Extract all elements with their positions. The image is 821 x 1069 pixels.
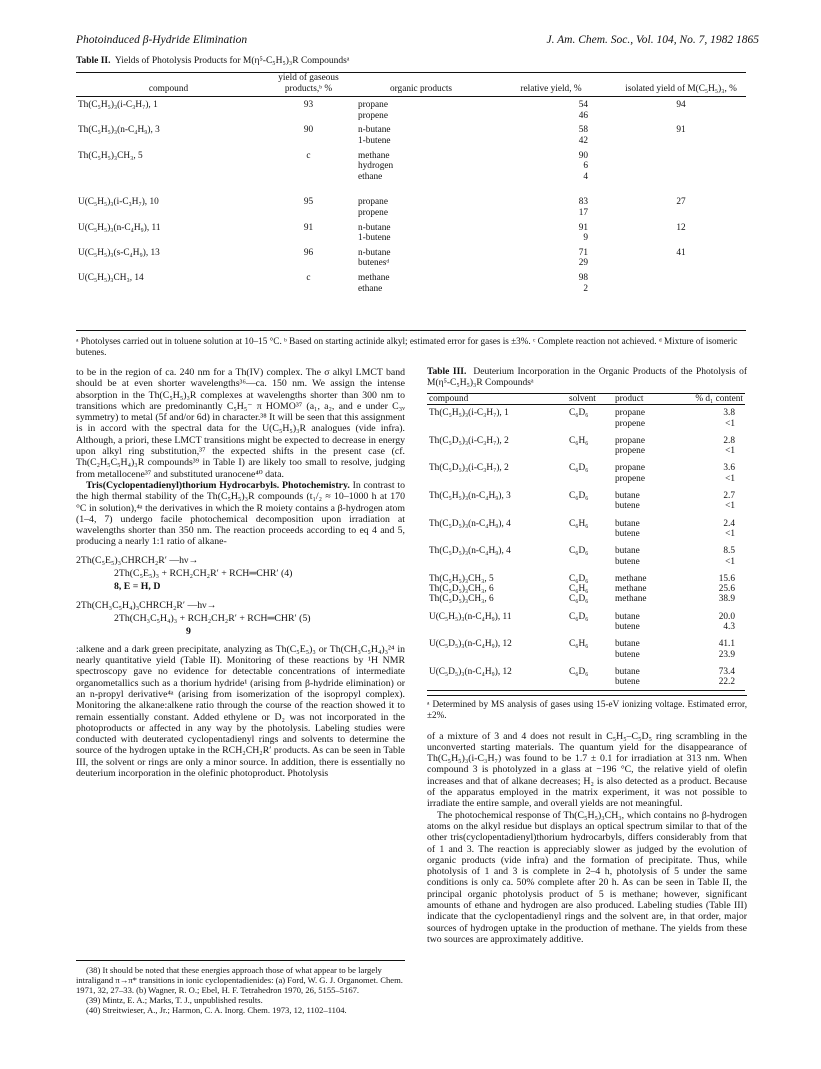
- d1-content-cell: <1: [725, 418, 735, 429]
- table-row: [427, 501, 745, 511]
- compound-cell: Th(C₅H₅)₃CH₃, 5: [78, 150, 143, 161]
- compound-cell: Th(C₅H₅)₃(i-C₃H₇), 1: [78, 100, 158, 111]
- product-cell: butane: [615, 491, 640, 502]
- left-column: [76, 367, 405, 779]
- table-row: [427, 436, 745, 446]
- product-cell: methane: [615, 584, 647, 595]
- solvent-cell: C₆D₆: [569, 666, 589, 677]
- compound-cell: [76, 172, 261, 183]
- product-cell: butene: [615, 649, 640, 660]
- equation-5: [76, 599, 405, 638]
- d1-content-cell: 8.5: [723, 546, 735, 557]
- gaseous-yield-cell: 91: [303, 222, 314, 233]
- t2-header-gaseous: yield of gaseous products,ᵇ %: [261, 73, 356, 97]
- gaseous-yield-cell: [261, 258, 356, 269]
- table-row: [76, 97, 746, 111]
- compound-cell: [427, 446, 567, 456]
- relative-yield-cell: 4: [583, 171, 588, 182]
- gaseous-yield-cell: [261, 233, 356, 244]
- table2-caption: [76, 56, 349, 66]
- relative-yield-cell: 6: [583, 161, 588, 172]
- d1-content-cell: <1: [725, 528, 735, 539]
- t2-header-isolated: isolated yield of M(C₅H₅)₃, %: [616, 73, 746, 97]
- table-row: [76, 136, 746, 147]
- solvent-cell: C₆D₆: [569, 463, 589, 474]
- journal-citation: J. Am. Chem. Soc., Vol. 104, No. 7, 1982 1865: [546, 34, 759, 46]
- eq5-line2: 2Th(CH₃C₅H₄)₃ + RCH₂CH₂R′ + RCH═CHR′ (5): [114, 612, 311, 624]
- table-row: [427, 405, 745, 419]
- isolated-yield-cell: [616, 273, 746, 284]
- isolated-yield-cell: [616, 161, 746, 172]
- gaseous-yield-cell: 95: [303, 197, 314, 208]
- relative-yield-cell: 90: [578, 150, 588, 161]
- isolated-yield-cell: 12: [676, 222, 686, 233]
- table3-title: Deuterium Incorporation in the Organic Products of the Photolysis of M(η⁵-C₅H₅)₃R Compoundsᵃ: [427, 367, 748, 388]
- table-row: [76, 151, 746, 162]
- product-cell: methane: [615, 573, 647, 584]
- d1-content-cell: 4.3: [723, 622, 735, 633]
- d1-content-cell: <1: [725, 446, 735, 457]
- gaseous-yield-cell: [261, 208, 356, 219]
- table-row: [427, 677, 745, 690]
- gaseous-yield-cell: [261, 172, 356, 183]
- d1-content-cell: 22.2: [675, 677, 745, 690]
- compound-cell: U(C₅H₅)₃(n-C₄H₉), 11: [429, 611, 512, 622]
- solvent-cell: [567, 474, 613, 484]
- isolated-yield-cell: [616, 208, 746, 219]
- right-para-1: of a mixture of 3 and 4 does not result in C₅H₅–C₅D₅ ring scrambling in the unconverted starting materials. The quantum yield for the disappearance of Th(C₅H₅)₃(i-C₃H₇) was found to be 1.7 ± 0.1 for irradiation at 313 nm. When compound 3 is photolyzed in a glass at −196 °C, the relative yield of olefin increases and that of alkane decreases; H₂ is also detected as a product. Because of the apparatus employed in the matrix experiment, it was not possible to irradiate the entire sample, and overall yields are not meaningful.: [427, 730, 747, 810]
- table-row: [76, 223, 746, 234]
- table3-row-gap: [427, 605, 745, 612]
- solvent-cell: C₆D₆: [569, 611, 589, 622]
- product-cell: butane: [615, 518, 640, 529]
- solvent-cell: C₆H₆: [569, 584, 589, 595]
- compound-cell: Th(C₅D₅)₃CH₃, 6: [429, 584, 494, 595]
- compound-cell: U(C₅D₅)₃(n-C₄H₉), 12: [429, 639, 512, 650]
- gaseous-yield-cell: [261, 111, 356, 122]
- table3-body: [427, 405, 745, 690]
- relative-yield-cell: 91: [578, 222, 588, 233]
- table-row: [76, 208, 746, 219]
- table-row: [76, 125, 746, 136]
- table2-title: Yields of Photolysis Products for M(η⁵-C₅H₅)₃R Compoundsᵃ: [114, 56, 350, 66]
- product-cell: propane: [358, 100, 388, 111]
- product-cell: n-butane: [358, 222, 391, 233]
- t3-header-compound: compound: [427, 394, 567, 405]
- compound-cell: [427, 650, 567, 660]
- solvent-cell: [567, 677, 613, 690]
- relative-yield-cell: 29: [578, 258, 588, 269]
- compound-cell: U(C₅H₅)₃(n-C₄H₉), 11: [78, 222, 161, 233]
- table3: [427, 393, 745, 691]
- table-row: [76, 273, 746, 284]
- table2-body: [76, 97, 746, 294]
- product-cell: butene: [613, 677, 675, 690]
- compound-cell: [427, 677, 567, 690]
- table2-footnote: ᵃ Photolyses carried out in toluene solution at 10–15 °C. ᵇ Based on starting actinide alkyl; estimated error for gases is ±3%. ᶜ Complete reaction not achieved. ᵈ Mixture of isomeric butenes.: [76, 336, 738, 357]
- section-heading: Tris(Cyclopentadienyl)thorium Hydrocarbyls. Photochemistry.: [86, 479, 350, 491]
- relative-yield-cell: 2: [583, 283, 588, 294]
- d1-content-cell: 20.0: [718, 611, 735, 622]
- table-row: [427, 574, 745, 584]
- d1-content-cell: <1: [725, 473, 735, 484]
- compound-cell: Th(C₅H₅)₃CH₃, 5: [429, 573, 494, 584]
- reference-38: (38) It should be noted that these energies approach those of what appear to be largely intraligand π→π* transitions in ionic cyclopentadienides: (a) Ford, W. G. J. Organomet. Chem. 1971, 32, 27–33. (b) Wagner, R. O.; Ebel, H. F. Tetrahedron 1970, 26, 5155–5167.: [76, 965, 403, 995]
- product-cell: butenesᵈ: [358, 258, 390, 269]
- left-para-2: In contrast to the high thermal stability of the Th(C₅H₅)₃R compounds (t₁/₂ ≈ 10–1000 h at 170 °C in solution),⁴ᵃ the derivatives in which the R moiety contains a β-hydrogen atom (1–4, 7) undergo facile photochemical decomposition upon irradiation at wavelengths shorter than 350 nm. The reaction proceeds according to eq 4 and 5, producing a nearly 1:1 ratio of alkane-: [76, 479, 405, 548]
- isolated-yield-cell: 91: [676, 125, 686, 136]
- product-cell: butene: [615, 501, 640, 512]
- product-cell: butene: [615, 622, 640, 633]
- table-row: [427, 639, 745, 649]
- relative-yield-cell: 42: [578, 135, 588, 146]
- table-row: [427, 584, 745, 594]
- eq5-line3: 9: [186, 625, 191, 637]
- table-row: [427, 612, 745, 622]
- t2-header-organic: organic products: [356, 73, 486, 97]
- eq4-line1: 2Th(C₅E₅)₃CHRCH₂R′ —hν→: [76, 554, 199, 566]
- solvent-cell: [567, 557, 613, 567]
- isolated-yield-cell: [616, 151, 746, 162]
- solvent-cell: C₆D₆: [569, 408, 589, 419]
- solvent-cell: C₆H₆: [569, 639, 589, 650]
- gaseous-yield-cell: [261, 284, 356, 295]
- product-cell: butene: [615, 528, 640, 539]
- relative-yield-cell: 83: [578, 197, 588, 208]
- table-row: [76, 197, 746, 208]
- table-row: [427, 557, 745, 567]
- d1-content-cell: 3.8: [723, 408, 735, 419]
- relative-yield-cell: 71: [578, 247, 588, 258]
- product-cell: propene: [615, 418, 645, 429]
- table2-group-gap: [76, 182, 746, 197]
- product-cell: methane: [358, 272, 390, 283]
- product-cell: n-butane: [358, 125, 391, 136]
- compound-cell: [76, 258, 261, 269]
- reference-40: (40) Streitwieser, A., Jr.; Harmon, C. A. Inorg. Chem. 1973, 12, 1102–1104.: [86, 1005, 347, 1015]
- right-para-2: The photochemical response of Th(C₅H₅)₃CH₃, which contains no β-hydrogen atoms on the alkyl residue but displays an optical spectrum similar to that of the other tris(cyclopentadienyl)thorium hydrocarbyls, differs considerably from that of 1 and 3. The reaction is appreciably slower as judged by the evolution of organic products (vide infra) and the formation of precipitate. Thus, while photolysis of 1 and 3 is complete in 2–4 h, photolysis of 5 under the same conditions is only ca. 50% complete after 20 h. As can be seen in Table II, the principal organic photolysis product of 5 is methane; however, significant amounts of ethane and hydrogen are also produced. Labeling studies (Table III) indicate that the cyclopentadienyl rings and the solvent are, in that order, major sources of hydrogen uptake in the production of methane. The yields from these two sources are approximately additive.: [427, 809, 747, 945]
- solvent-cell: [567, 419, 613, 429]
- relative-yield-cell: 46: [578, 110, 588, 121]
- solvent-cell: [567, 622, 613, 632]
- product-cell: propane: [615, 435, 645, 446]
- solvent-cell: [567, 529, 613, 539]
- compound-cell: U(C₅H₅)₃CH₃, 14: [78, 272, 144, 283]
- compound-cell: Th(C₅D₅)₃(n-C₄H₉), 4: [429, 518, 511, 529]
- d1-content-cell: 41.1: [718, 639, 735, 650]
- solvent-cell: C₆D₆: [569, 594, 589, 605]
- eq4-line3: 8, E = H, D: [114, 580, 161, 592]
- solvent-cell: C₆D₆: [569, 491, 589, 502]
- relative-yield-cell: 98: [578, 272, 588, 283]
- compound-cell: Th(C₅D₅)₃(i-C₃H₇), 2: [429, 435, 509, 446]
- compound-cell: Th(C₅H₅)₃(i-C₃H₇), 1: [429, 408, 509, 419]
- table-row: [427, 622, 745, 632]
- t2-header-relative: relative yield, %: [486, 73, 616, 97]
- product-cell: ethane: [358, 283, 383, 294]
- equation-4: [76, 554, 405, 593]
- table2: [76, 72, 746, 294]
- table3-label: Table III.: [427, 367, 467, 377]
- product-cell: butane: [615, 639, 640, 650]
- right-column: [427, 367, 747, 945]
- solvent-cell: [567, 650, 613, 660]
- table-row: [427, 546, 745, 556]
- table-row: [76, 233, 746, 244]
- table-row: [76, 161, 746, 172]
- compound-cell: Th(C₅D₅)₃(n-C₄H₉), 4: [429, 546, 511, 557]
- table3-row-gap: [427, 429, 745, 436]
- table-row: [427, 463, 745, 473]
- table-row: [427, 594, 745, 604]
- product-cell: butane: [615, 546, 640, 557]
- table3-row-gap: [427, 660, 745, 667]
- compound-cell: [76, 233, 261, 244]
- compound-cell: U(C₅D₅)₃(n-C₄H₉), 12: [429, 666, 512, 677]
- gaseous-yield-cell: c: [306, 150, 311, 161]
- product-cell: 1-butene: [358, 135, 391, 146]
- t2-header-compound: compound: [76, 73, 261, 97]
- d1-content-cell: 3.6: [723, 463, 735, 474]
- product-cell: propane: [358, 197, 388, 208]
- reference-39: (39) Mintz, E. A.; Marks, T. J., unpublished results.: [86, 995, 263, 1005]
- d1-content-cell: 2.8: [723, 435, 735, 446]
- t3-header-content: % d₁ content: [675, 394, 745, 405]
- gaseous-yield-cell: 93: [303, 100, 314, 111]
- isolated-yield-cell: [616, 284, 746, 295]
- table-row: [427, 529, 745, 539]
- compound-cell: Th(C₅D₅)₃CH₃, 6: [429, 594, 494, 605]
- product-cell: hydrogen: [358, 161, 394, 172]
- compound-cell: [76, 208, 261, 219]
- compound-cell: U(C₅H₅)₃(i-C₃H₇), 10: [78, 197, 159, 208]
- gaseous-yield-cell: [261, 161, 356, 172]
- table-row: [76, 248, 746, 259]
- product-cell: propane: [615, 463, 645, 474]
- table3-row-gap: [427, 567, 745, 574]
- isolated-yield-cell: [616, 172, 746, 183]
- product-cell: butane: [615, 666, 640, 677]
- table-row: [76, 258, 746, 269]
- relative-yield-cell: 9: [583, 233, 588, 244]
- product-cell: ethane: [358, 171, 383, 182]
- product-cell: propane: [615, 408, 645, 419]
- table3-footnote: ᵃ Determined by MS analysis of gases using 15-eV ionizing voltage. Estimated error, ±2%.: [427, 695, 747, 721]
- relative-yield-cell: 54: [578, 100, 588, 111]
- compound-cell: Th(C₅D₅)₃(i-C₃H₇), 2: [429, 463, 509, 474]
- compound-cell: [427, 622, 567, 632]
- table3-caption: [427, 367, 747, 389]
- product-cell: propene: [615, 446, 645, 457]
- isolated-yield-cell: [616, 233, 746, 244]
- t3-header-product: product: [613, 394, 675, 405]
- table-row: [76, 111, 746, 122]
- product-cell: methane: [615, 594, 647, 605]
- solvent-cell: [567, 446, 613, 456]
- left-para-3: :alkene and a dark green precipitate, analyzing as Th(C₅E₅)₃ or Th(CH₃C₅H₄)₃²⁴ in nearly quantitative yield (Table II). Monitoring of these reactions by ¹H NMR spectroscopy gave no evidence for detectable concentrations of intermediate organometallics such as a thorium hydride¹ (arising from β-hydride elimination) or an n-propyl derivative⁴ᵃ (arising from isomerization of the isopropyl complex). Monitoring the alkane:alkene ratio through the course of the reaction showed it to remain essentially constant. Added ethylene or D₂ was not incorporated in the photoproducts or affected in any way by the photolysis. Labeling studies were conducted with deuterated cyclopentadienyl rings and solvents to determine the source of the hydrogen uptake in the RCH₂CH₂R′ products. As can be seen in Table III, the solvent or rings are only a minor source. In addition, there is essentially no deuterium incorporation in the olefinic photoproduct. Photolysis: [76, 643, 405, 780]
- d1-content-cell: 38.9: [718, 594, 735, 605]
- compound-cell: [76, 284, 261, 295]
- d1-content-cell: 15.6: [718, 573, 735, 584]
- table-row: [427, 650, 745, 660]
- gaseous-yield-cell: [261, 136, 356, 147]
- compound-cell: [427, 419, 567, 429]
- d1-content-cell: 2.7: [723, 491, 735, 502]
- isolated-yield-cell: 41: [676, 247, 686, 258]
- running-title: Photoinduced β-Hydride Elimination: [76, 34, 248, 46]
- product-cell: 1-butene: [358, 233, 391, 244]
- isolated-yield-cell: 27: [676, 197, 686, 208]
- table-row: [427, 491, 745, 501]
- table-row: [427, 419, 745, 429]
- table2-bottom-rule: [76, 330, 746, 331]
- eq4-line2: 2Th(C₅E₅)₃ + RCH₂CH₂R′ + RCH═CHR′ (4): [114, 567, 293, 579]
- product-cell: methane: [358, 150, 390, 161]
- d1-content-cell: 25.6: [718, 584, 735, 595]
- relative-yield-cell: 17: [578, 207, 588, 218]
- left-para-1: to be in the region of ca. 240 nm for a Th(IV) complex. The σ alkyl LMCT band should be at even shorter wavelengths³⁶—ca. 150 nm. We assign the intense absorption in the Th(C₅H₅)₃R complexes at wavelengths shorter than 300 nm to transitions which are predominantly C₅H₅⁻ π HOMO³⁷ (a₁, a₂, and e under C₃ᵥ symmetry) to metal (5f and/or 6d) in character.³⁸ It will be seen that this assignment is in accord with the spectral data for the U(C₅H₅)₃R analogues (vide infra). Although, a priori, these LMCT transitions might be expected to decrease in energy upon alkyl ring substitution,³⁷ the expected shifts in the present case (cf. Th(C₂H₅C₅H₄)₃R compounds³⁹ in Table I) are likely too small to resolve, judging from metallocene³⁷ and substituted uranocene⁴⁰ data.: [76, 367, 405, 480]
- gaseous-yield-cell: 96: [303, 247, 314, 258]
- compound-cell: U(C₅H₅)₃(s-C₄H₉), 13: [78, 247, 160, 258]
- compound-cell: [427, 529, 567, 539]
- references: [76, 960, 405, 1015]
- product-cell: butane: [615, 611, 640, 622]
- compound-cell: [427, 501, 567, 511]
- compound-cell: [76, 111, 261, 122]
- isolated-yield-cell: [616, 136, 746, 147]
- product-cell: butene: [615, 556, 640, 567]
- isolated-yield-cell: [616, 258, 746, 269]
- isolated-yield-cell: [616, 111, 746, 122]
- table-row: [427, 519, 745, 529]
- d1-content-cell: 2.4: [723, 518, 735, 529]
- compound-cell: [427, 557, 567, 567]
- table-row: [76, 172, 746, 183]
- table2-label: Table II.: [76, 56, 111, 66]
- compound-cell: [76, 161, 261, 172]
- compound-cell: Th(C₅H₅)₃(n-C₄H₉), 3: [78, 125, 160, 136]
- isolated-yield-cell: 94: [676, 100, 686, 111]
- solvent-cell: [567, 501, 613, 511]
- product-cell: propene: [358, 110, 388, 121]
- solvent-cell: C₆H₆: [569, 518, 589, 529]
- eq5-line1: 2Th(CH₃C₅H₄)₃CHRCH₂R′ —hν→: [76, 599, 217, 611]
- compound-cell: [427, 474, 567, 484]
- d1-content-cell: 23.9: [718, 649, 735, 660]
- d1-content-cell: 73.4: [718, 666, 735, 677]
- compound-cell: [76, 136, 261, 147]
- product-cell: propene: [358, 207, 388, 218]
- product-cell: propene: [615, 473, 645, 484]
- table-row: [427, 446, 745, 456]
- d1-content-cell: <1: [725, 556, 735, 567]
- relative-yield-cell: 58: [578, 125, 588, 136]
- table-row: [76, 284, 746, 295]
- solvent-cell: C₆H₆: [569, 435, 589, 446]
- gaseous-yield-cell: c: [306, 272, 311, 283]
- product-cell: n-butane: [358, 247, 391, 258]
- table3-row-gap: [427, 512, 745, 519]
- table-row: [427, 474, 745, 484]
- d1-content-cell: <1: [725, 501, 735, 512]
- t3-header-solvent: solvent: [567, 394, 613, 405]
- solvent-cell: C₆D₆: [569, 546, 589, 557]
- table-row: [427, 667, 745, 677]
- solvent-cell: C₆D₆: [569, 573, 589, 584]
- compound-cell: Th(C₅H₅)₃(n-C₄H₉), 3: [429, 491, 511, 502]
- gaseous-yield-cell: 90: [303, 125, 314, 136]
